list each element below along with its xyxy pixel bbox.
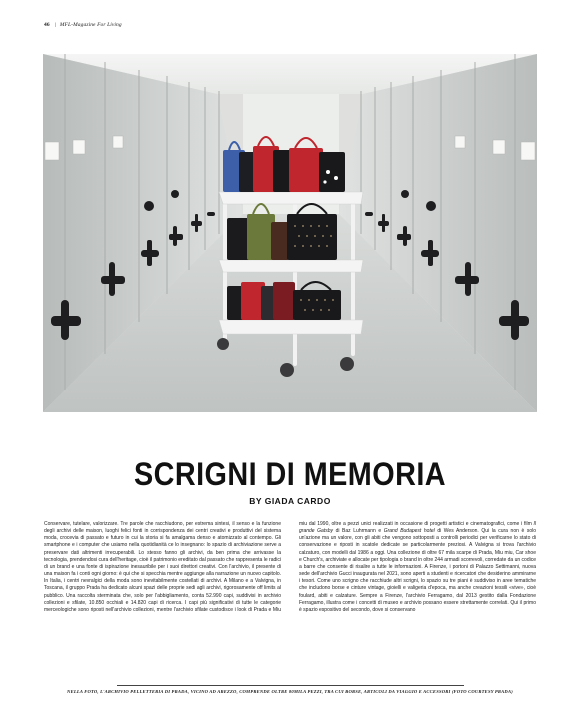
photo-caption: NELLA FOTO, L'ARCHIVIO PELLETTERIA DI PRADA, VICINO AD AREZZO, COMPRENDE OLTRE 80MILA PEZZI, TRA CUI BORSE, ARTICOLI DA VIAGGIO E ACCESSORI (FOTO COURTESY PRADA) [67,689,513,694]
body-text: di Baz Luhrmann e [333,528,384,535]
body-text: Conservare, tutelare, valorizzare. Tre parole che racchiudono, per estrema sintesi, il senso e la funzione degli archivi delle maison, luoghi felici fonti in corrispondenza dei centri creativi e produttivi del sistema moda, crocevia di passato e futuro in cui la storia si fa amalgama denso e atomizzato al contempo. Gli smartphone e i computer che usiamo nella quotidianità ce lo insegnano: lo spazio di archiviazione serve a preservare dati altrimenti irrecuperabili. Lo stesso fanno gli archivi, da ben prima che arrivasse la tecnologia, prendendosi cura dell'heritage, cioè il patrimonio ereditato dal passato che rappresenta le radici di un brand e una fonte di ispirazione inesauribile per i suoi direttori creativi. Con l'archivio, il presente di una maison fa i conti ogni giorno: è qui che si specchia mentre aggiunge alla narrazione un nuovo capitolo. In Italia, i centri nevralgici della moda sono inevitabilmente costellati di archivi. A Milano e a Valvigna, in Toscana, il gruppo Prada ha dedicato alcuni spazi delle proprie sedi agli archivi, rigorosamente off limits al pubblico. Una raccolta sterminata che, solo per l'abbigliamento, conta 52.990 capi, suddivisi in archivio collezioni e sfilate, 10.850 occhiali e 14.820 capi di ricerca. I capi più significativi di tutte le categorie merceologiche sono riposti nell'archivio collezioni, mentre l'archivio sfilate custodisce i look di Prada e Miu miu dal 1990, oltre a pezzi unici realizzati in occasione di progetti artistici e cinematografici, come i film [44,521,534,613]
page-folio [44,22,122,28]
body-paragraph [44,521,536,614]
article-byline: BY GIADA CARDO [249,496,331,506]
archive-photo [43,54,537,412]
film-title: Grand Budapest hotel [383,528,435,535]
article-body [44,521,536,614]
film-title: Il grande Gatsby [299,521,536,535]
page-number: 46 [44,22,50,28]
body-text: di Wes Anderson. Qui la cura non è solo un'azione ma un valore, con gli abiti che vengono sottoposti a controlli periodici per verificarne lo stato di conservazione e riposti in scatole dedicate se particolarmente preziosi. A Valvigna si trova l'archivio calzaturo, con modelli dal 1986 a oggi. Una collezione di oltre 67 mila scarpe di Prada, Miu miu, Car shoe e Church's, archiviate e allocate per tipologia o brand in oltre 244 armadi scorrevoli, corredate da un codice a barre che consente di risalire a tutte le informazioni. A Firenze, i portoni di Palazzo Settimanni, nuova sede dell'archivio Gucci inaugurata nel 2021, sono aperti a studenti e ricercatori che desiderino ammirarne i tesori. Come uno scrigno che racchiude altri scrigni, lo spazio su tre piani è suddiviso in aree tematiche che includono borse e cinture vintage, gioielli e valigeria d'epoca, ma anche creazioni tessili «vive», cioè foulard, abiti e calzature. Sempre a Firenze, l'archivio Ferragamo, dal 2013 gestito dalla Fondazione Ferragamo, illustra come i concetti di museo e archivio possano essere strettamente correlati. Qui il primo è spazio espositivo del secondo, dove si conservano [299,528,536,613]
caption-divider [117,685,464,686]
article-headline: SCRIGNI DI MEMORIA [133,456,447,492]
folio-separator: | [55,22,57,28]
magazine-name: MFL-Magazine For Living [59,22,122,28]
